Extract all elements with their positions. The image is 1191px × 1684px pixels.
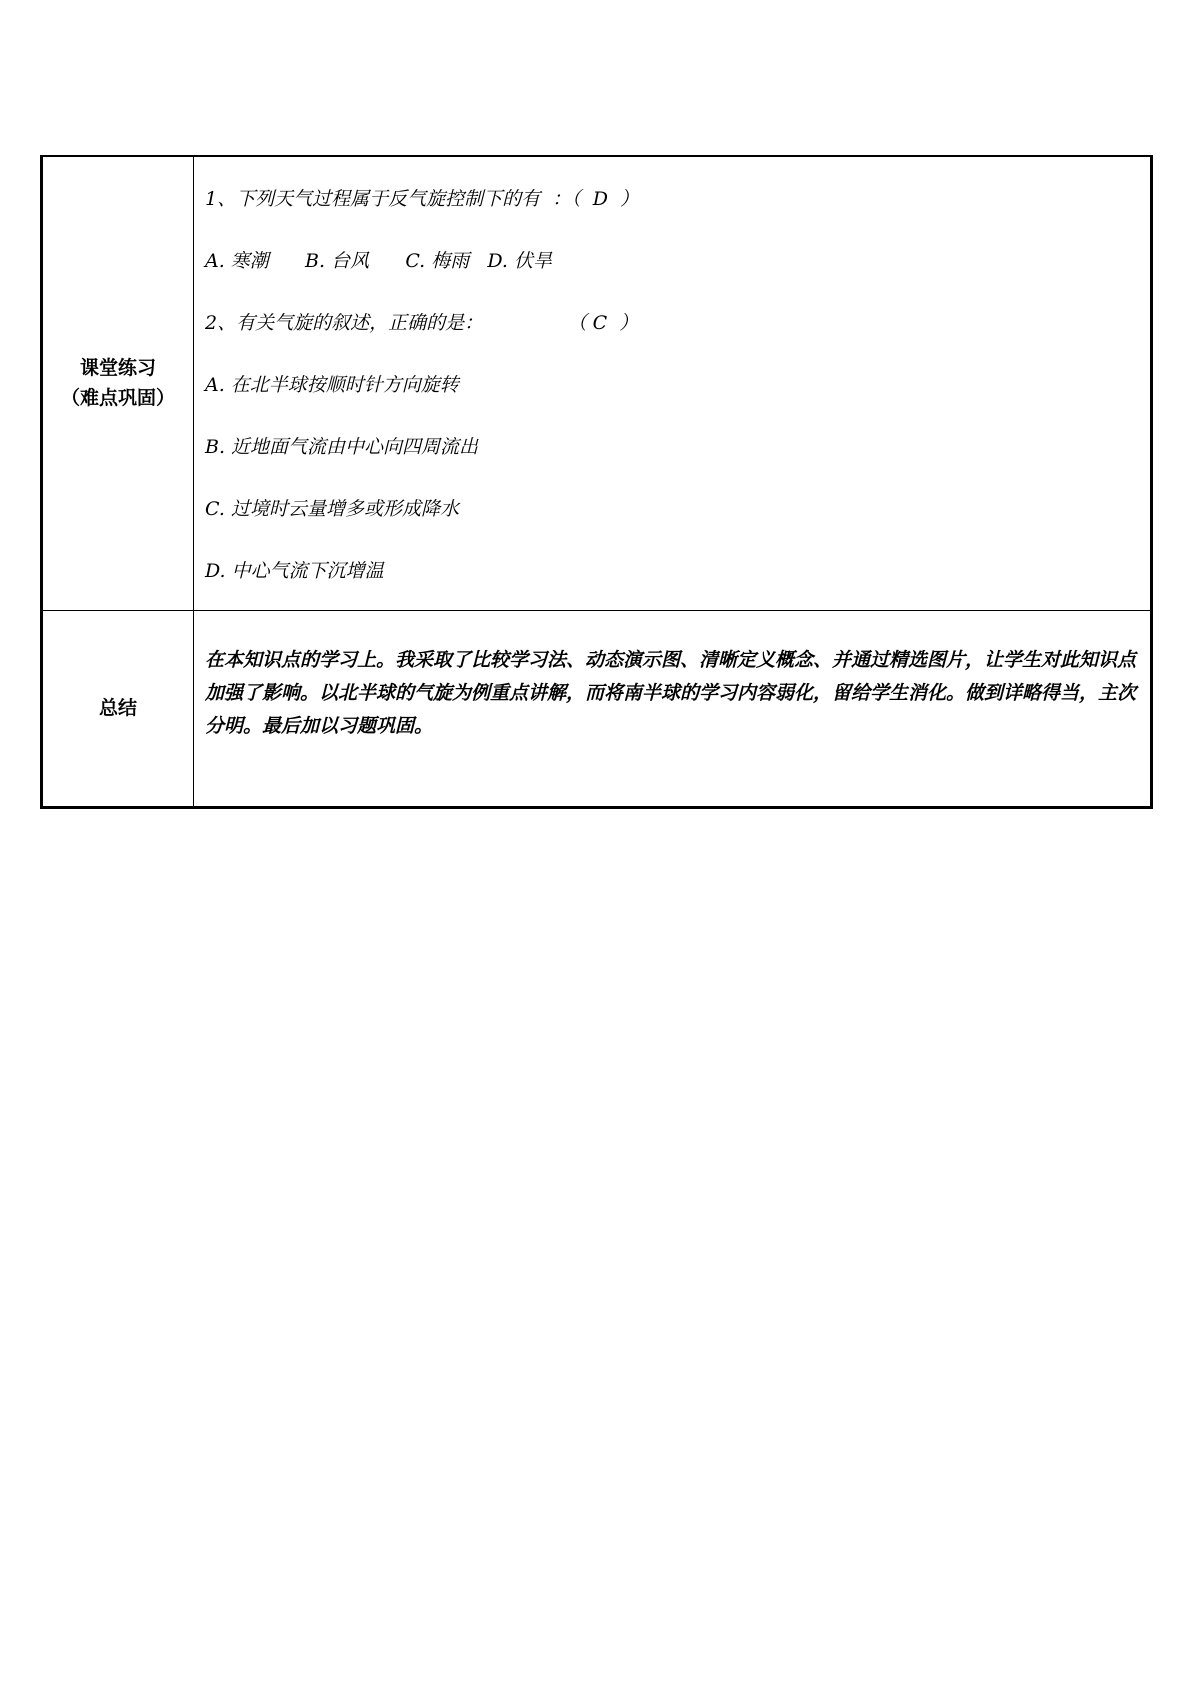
exercise-label-cell: [42, 156, 194, 610]
question-2-option-d: D. 中心气流下沉增温: [205, 560, 384, 583]
lesson-table: [40, 155, 1153, 809]
exercise-content-cell: [194, 156, 1152, 610]
exercise-row: [42, 156, 1152, 610]
question-list: [205, 158, 1140, 608]
summary-label: 总结: [98, 697, 137, 719]
question-2: 2、有关气旋的叙述，正确的是： （ C ）: [205, 312, 639, 335]
question-2-option-c: C. 过境时云量增多或形成降水: [205, 498, 459, 521]
exercise-label: 课堂练习: [79, 357, 156, 380]
question-1-options: A. 寒潮 B. 台风 C. 梅雨 D. 伏旱: [205, 250, 553, 273]
question-1: 1、下列天气过程属于反气旋控制下的有 ：（ D ）: [205, 188, 640, 211]
summary-label-cell: [42, 610, 194, 807]
question-2-option-b: B. 近地面气流由中心向四周流出: [205, 436, 479, 459]
question-2-option-a: A. 在北半球按顺时针方向旋转: [205, 374, 459, 397]
exercise-sublabel: （难点巩固）: [60, 387, 175, 410]
summary-content-cell: [194, 610, 1152, 807]
summary-text: 在本知识点的学习上。我采取了比较学习法、动态演示图、清晰定义概念、并通过精选图片，让学生对此知识点加强了影响。以北半球的气旋为例重点讲解，而将南半球的学习内容弱化，留给学生消化。做到详略得当，主次分明。最后加以习题巩固。: [205, 648, 1137, 737]
summary-row: [42, 610, 1152, 807]
